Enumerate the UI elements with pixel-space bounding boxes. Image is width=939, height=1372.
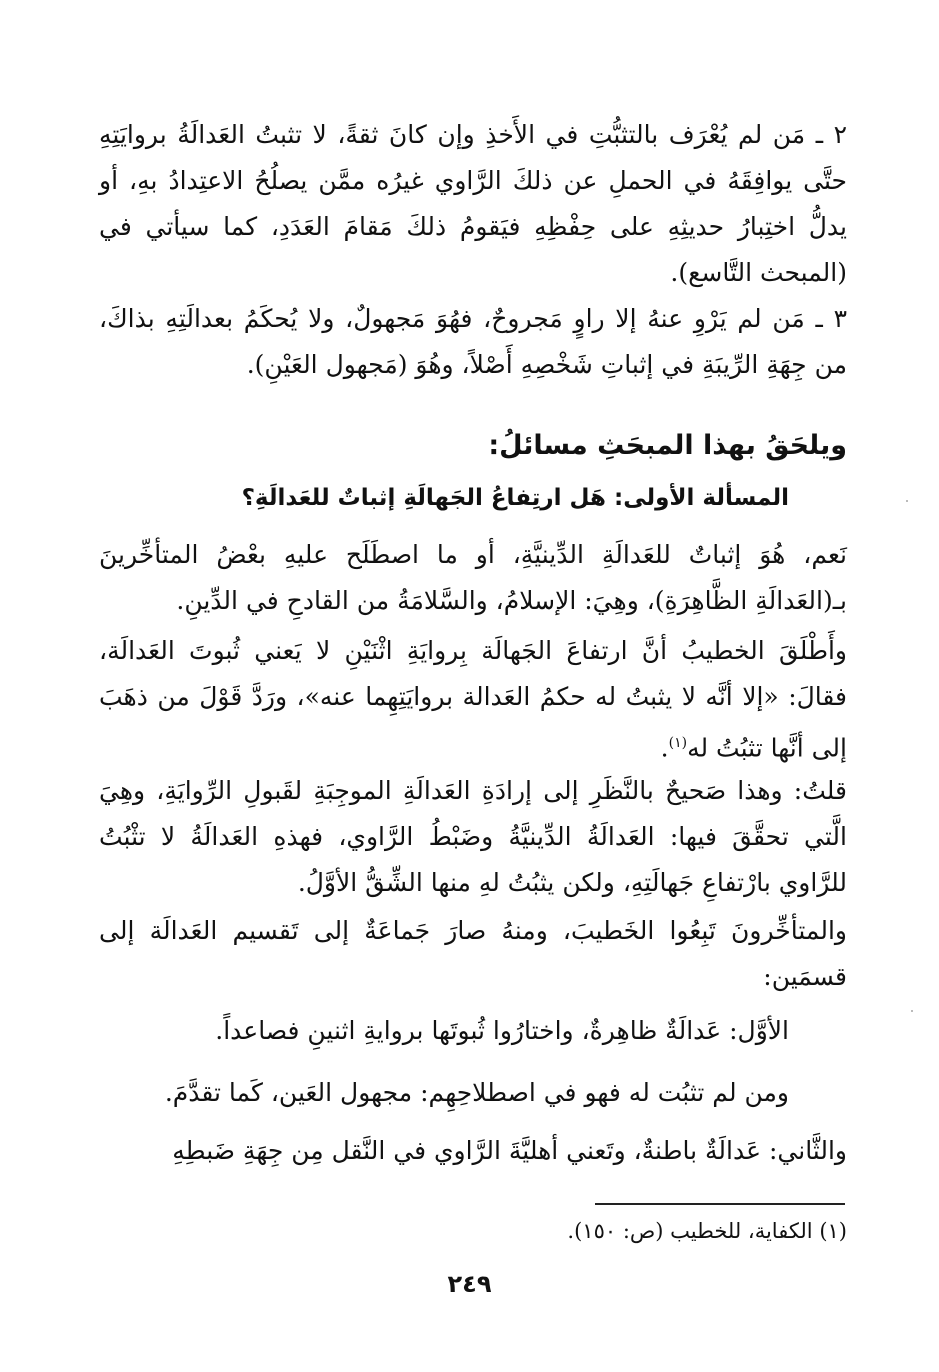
- footnote: (١) الكفاية، للخطيب (ص: ١٥٠).: [567, 1219, 847, 1243]
- question-text: هَل ارتِفاعُ الجَهالَةِ إثباتٌ للعَدالَةِ؟: [241, 485, 606, 511]
- footnote-ref: (١): [668, 735, 688, 751]
- scan-speck: [906, 500, 908, 502]
- paragraph-answer: نَعم، هُوَ إثباتٌ للعَدالَةِ الدِّينيَّةِ، أو ما اصطَلَح عليهِ بعْضُ المتأخِّرينَ بـ(العَدالَةِ الظَّاهِرَةِ)، وهِيَ: الإسلامُ، والسَّلامَةُ من القادحِ في الدِّينِ.: [99, 540, 847, 615]
- question-heading: [99, 478, 789, 518]
- paragraph-mutaakhirun: والمتأخِّرونَ تَبِعُوا الخَطيبَ، ومنهُ صارَ جَماعَةٌ إلى تَقسيم العَدالَة إلى قسمَين:: [99, 916, 847, 991]
- paragraph-majhul: ومن لم تثبُت له فهو في اصطلاحِهِم: مجهول العَين، كَما تقدَّمَ.: [164, 1078, 789, 1107]
- paragraph-second-type: والثَّاني: عَدالَةٌ باطنةٌ، وتَعني أهليَّةَ الرَّاوي في النَّقل مِن جِهَةِ ضَبطِهِ: [172, 1136, 847, 1165]
- paragraph-point-2: ٢ ـ مَن لم يُعْرَف بالتثبُّتِ في الأَخذِ وإن كانَ ثقةً، لا تثبتُ العَدالَةُ بروايَتِهِ حتَّى يوافِقَهُ في الحملِ عن ذلكَ الرَّاوي غيرُه ممَّن يصلُحُ الاعتِدادُ بهِ، أو يدلُّ اختِبارُ حديثِهِ على حِفْظِهِ فيَقومُ ذلكَ مَقامَ العَدَدِ، كما سيأتي في (المبحث التَّاسع).: [99, 120, 847, 287]
- question-label: المسألة الأولى:: [614, 485, 789, 511]
- paragraph-khatib: [99, 628, 847, 771]
- paragraph-qultu: قلتُ: وهذا صَحيحٌ بالنَّظَرِ إلى إرادَةِ العَدالَةِ الموجِبَةِ لقَبولِ الرِّوايَةِ، وهِيَ الَّتي تحقَّقَ فيها: العَدالَةُ الدِّينيَّةُ وضَبْطُ الرَّاوي، فهذهِ العَدالَةُ لا تثْبُتُ للرَّاوي بارْتفاعِ جَهالَتِهِ، ولكن يثبُتُ لهِ منها الشِّقُّ الأوَّلُ.: [99, 776, 847, 897]
- section-heading: ويلحَقُ بهذا المبحَثِ مسائلُ:: [488, 430, 847, 461]
- paragraph-point-3: ٣ ـ مَن لم يَرْوِ عنهُ إلا راوٍ مَجروحٌ، فهُوَ مَجهولٌ، ولا يُحكَمُ بعدالَتِهِ بذاكَ، من جِهَةِ الرِّيبَةِ في إثباتِ شَخْصِهِ أَصْلاً، وهُوَ (مَجهول العَيْنِ).: [99, 304, 847, 379]
- footnote-separator: [595, 1203, 845, 1205]
- paragraph-khatib-end: .: [660, 733, 669, 763]
- paragraph-khatib-text: وأَطْلَقَ الخطيبُ أنَّ ارتفاعَ الجَهالَة بِروايَةِ اثْنَيْنِ لا يَعني ثُبوتَ العَدالَة، فقالَ: «إلا أنَّه لا يثبتُ له حكمُ العَدالة بروايَتِهِما عنه»، ورَدَّ قَوْلَ من ذهَبَ إلى أنَّها تثبُتُ له: [99, 636, 847, 763]
- scan-speck: [911, 1010, 913, 1012]
- page-number: ٢٤٩: [447, 1270, 492, 1298]
- paragraph-first-type: الأوَّل: عَدالَةٌ ظاهِرةٌ، واختارُوا ثُبوتَها بروايةِ اثنينِ فصاعداً.: [215, 1016, 789, 1045]
